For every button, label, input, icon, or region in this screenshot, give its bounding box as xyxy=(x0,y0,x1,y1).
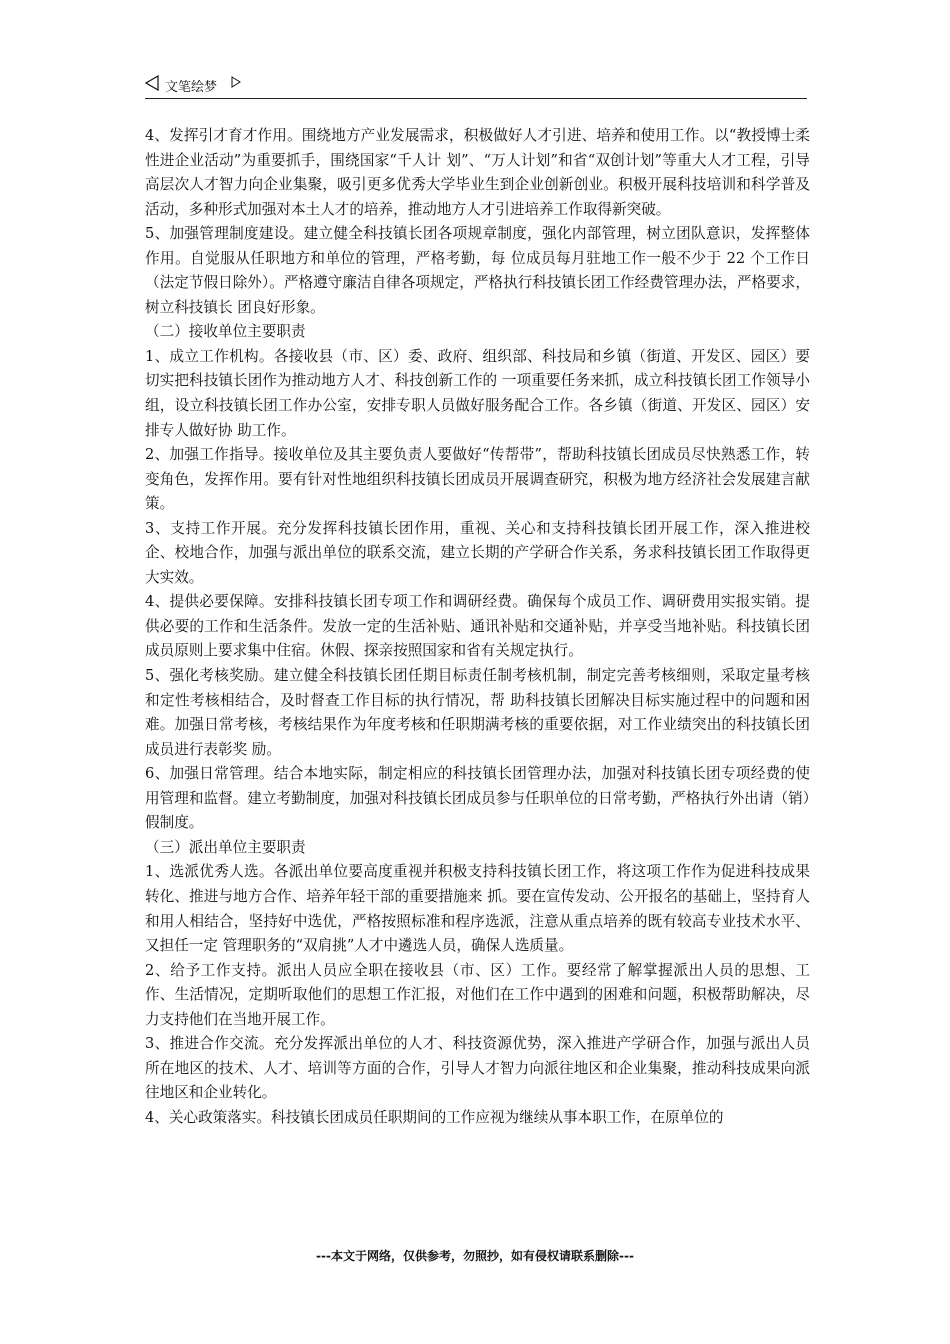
paragraph: 4、提供必要保障。安排科技镇长团专项工作和调研经费。确保每个成员工作、调研费用实报实销。提供必要的工作和生活条件。发放一定的生活补贴、通讯补贴和交通补贴，并享受当地补贴。科技镇长团成员原则上要求集中住宿。休假、探亲按照国家和省有关规定执行。 xyxy=(145,593,810,660)
paragraph: 4、关心政策落实。科技镇长团成员任职期间的工作应视为继续从事本职工作，在原单位的 xyxy=(145,1108,724,1126)
paragraph: 3、推进合作交流。充分发挥派出单位的人才、科技资源优势，深入推进产学研合作，加强与派出人员所在地区的技术、人才、培训等方面的合作，引导人才智力向派往地区和企业集聚，推动科技成果向派往地区和企业转化。 xyxy=(145,1035,810,1102)
paragraph: 2、给予工作支持。派出人员应全职在接收县（市、区）工作。要经常了解掌握派出人员的思想、工作、生活情况，定期听取他们的思想工作汇报，对他们在工作中遇到的困难和问题，积极帮助解决，尽力支持他们在当地开展工作。 xyxy=(145,961,810,1028)
document-body xyxy=(145,124,810,1130)
triangle-left-icon xyxy=(145,75,159,91)
section-heading: （三）派出单位主要职责 xyxy=(145,838,306,856)
paragraph: 5、加强管理制度建设。建立健全科技镇长团各项规章制度，强化内部管理，树立团队意识，发挥整体作用。自觉服从任职地方和单位的管理，严格考勤，每 位成员每月驻地工作一般不少于 22 个工作日（法定节假日除外）。严格遵守廉洁自律各项规定，严格执行科技镇长团工作经费管理办法，严格要求，树立科技镇长 团良好形象。 xyxy=(145,225,810,316)
footer-notice: ---本文于网络，仅供参考，勿照抄，如有侵权请联系删除--- xyxy=(316,1249,634,1263)
brand-text: 文笔绘梦 xyxy=(165,80,218,95)
paragraph: 3、支持工作开展。充分发挥科技镇长团作用，重视、关心和支持科技镇长团开展工作，深入推进校企、校地合作，加强与派出单位的联系交流，建立长期的产学研合作关系，务求科技镇长团工作取得更大实效。 xyxy=(145,519,810,586)
triangle-right-icon xyxy=(231,76,241,88)
paragraph: 2、加强工作指导。接收单位及其主要负责人要做好“传帮带”，帮助科技镇长团成员尽快熟悉工作，转变角色，发挥作用。要有针对性地组织科技镇长团成员开展调查研究，积极为地方经济社会发展建言献策。 xyxy=(145,446,810,513)
paragraph: 4、发挥引才育才作用。围绕地方产业发展需求，积极做好人才引进、培养和使用工作。以“教授博士柔性进企业活动”为重要抓手，围绕国家“千人计 划”、“万人计划”和省“双创计划”等重大人才工程，引导高层次人才智力向企业集聚，吸引更多优秀大学毕业生到企业创新创业。积极开展科技培训和科学普及 活动，多种形式加强对本土人才的培养，推动地方人才引进培养工作取得新突破。 xyxy=(145,127,810,218)
paragraph: 1、选派优秀人选。各派出单位要高度重视并积极支持科技镇长团工作，将这项工作作为促进科技成果转化、推进与地方合作、培养年轻干部的重要措施来 抓。要在宣传发动、公开报名的基础上，坚持育人和用人相结合，坚持好中选优，严格按照标准和程序选派，注意从重点培养的既有较高专业技术水平、又担任一定 管理职务的“双肩挑”人才中遴选人员，确保人选质量。 xyxy=(145,863,810,955)
paragraph: 5、强化考核奖励。建立健全科技镇长团任期目标责任制考核机制，制定完善考核细则，采取定量考核和定性考核相结合，及时督查工作目标的执行情况，帮 助科技镇长团解决目标实施过程中的问题和困难。加强日常考核，考核结果作为年度考核和任职期满考核的重要依据，对工作业绩突出的科技镇长团成员进行表彰奖 励。 xyxy=(145,667,810,758)
page-header xyxy=(145,72,807,99)
paragraph: 6、加强日常管理。结合本地实际，制定相应的科技镇长团管理办法，加强对科技镇长团专项经费的使用管理和监督。建立考勤制度，加强对科技镇长团成员参与任职单位的日常考勤，严格执行外出请（销）假制度。 xyxy=(145,765,810,832)
section-heading: （二）接收单位主要职责 xyxy=(145,323,306,341)
paragraph: 1、成立工作机构。各接收县（市、区）委、政府、组织部、科技局和乡镇（街道、开发区、园区）要切实把科技镇长团作为推动地方人才、科技创新工作的 一项重要任务来抓，成立科技镇长团工作领导小组，设立科技镇长团工作办公室，安排专职人员做好服务配合工作。各乡镇（街道、开发区、园区）安排专人做好协 助工作。 xyxy=(145,347,810,439)
